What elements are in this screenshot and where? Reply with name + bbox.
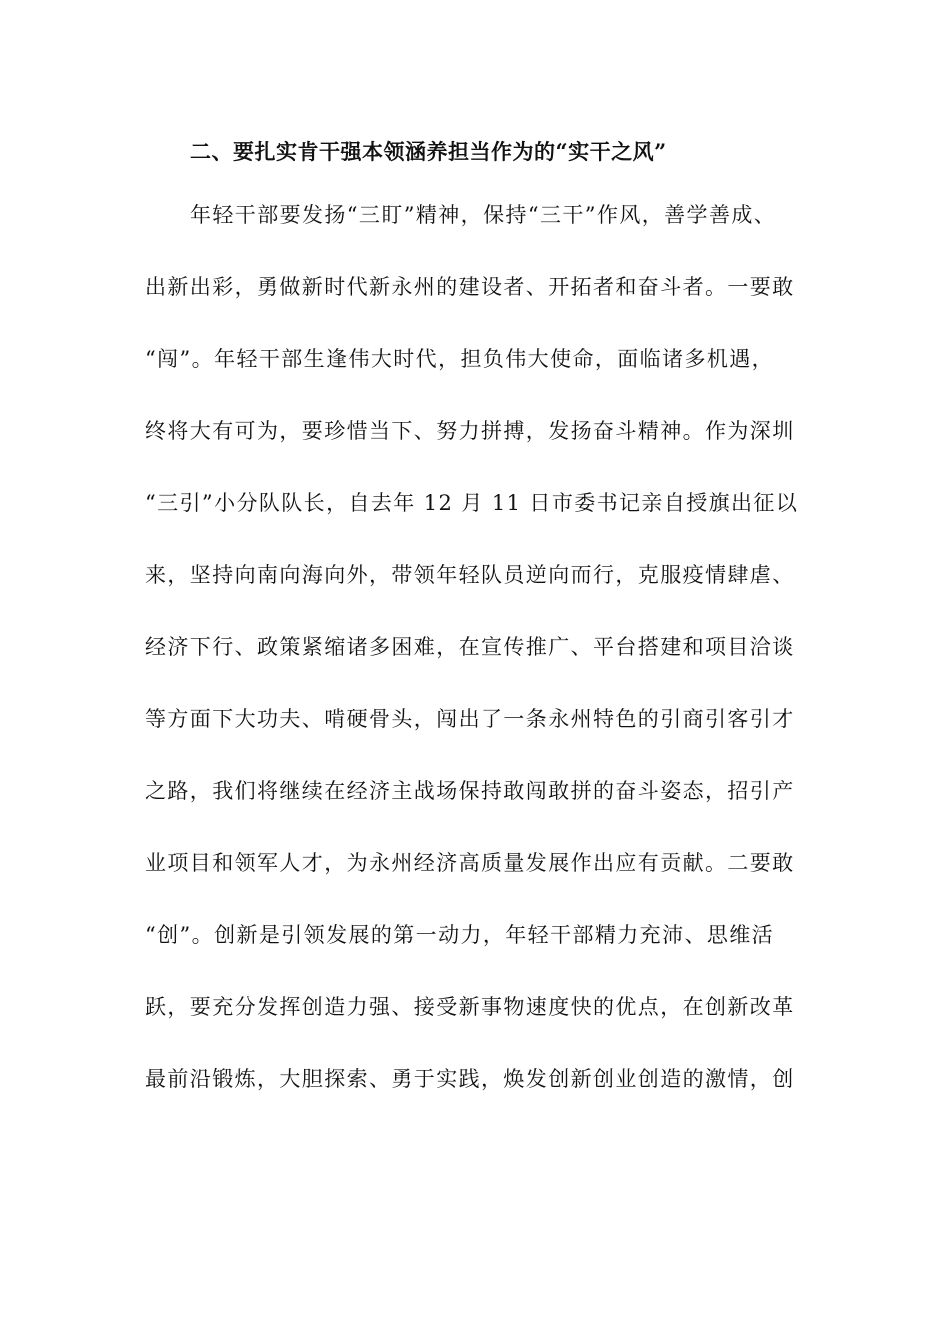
paragraph-line-4: 终将大有可为，要珍惜当下、努力拼搏，发扬奋斗精神。作为深圳: [145, 419, 795, 443]
paragraph-line-7: 经济下行、政策紧缩诸多困难，在宣传推广、平台搭建和项目洽谈: [145, 635, 795, 659]
paragraph-line-5: “三引”小分队队长，自去年 12 月 11 日市委书记亲自授旗出征以: [145, 491, 799, 515]
paragraph-line-2: 出新出彩，勇做新时代新永州的建设者、开拓者和奋斗者。一要敢: [145, 275, 795, 299]
paragraph-line-8: 等方面下大功夫、啃硬骨头，闯出了一条永州特色的引商引客引才: [145, 707, 795, 731]
section-heading: 二、要扎实肯干强本领涵养担当作为的“实干之风”: [190, 139, 667, 164]
paragraph-line-11: “创”。创新是引领发展的第一动力，年轻干部精力充沛、思维活: [145, 923, 775, 947]
paragraph-line-13: 最前沿锻炼，大胆探索、勇于实践，焕发创新创业创造的激情，创: [145, 1067, 795, 1091]
paragraph-line-9: 之路，我们将继续在经济主战场保持敢闯敢拼的奋斗姿态，招引产: [145, 779, 795, 803]
paragraph-line-12: 跃，要充分发挥创造力强、接受新事物速度快的优点，在创新改革: [145, 995, 795, 1019]
paragraph-line-6: 来，坚持向南向海向外，带领年轻队员逆向而行，克服疫情肆虐、: [145, 563, 795, 587]
paragraph-line-1: 年轻干部要发扬“三盯”精神，保持“三干”作风，善学善成、: [190, 203, 777, 227]
paragraph-line-10: 业项目和领军人才，为永州经济高质量发展作出应有贡献。二要敢: [145, 851, 795, 875]
paragraph-line-3: “闯”。年轻干部生逢伟大时代，担负伟大使命，面临诸多机遇，: [145, 347, 775, 371]
